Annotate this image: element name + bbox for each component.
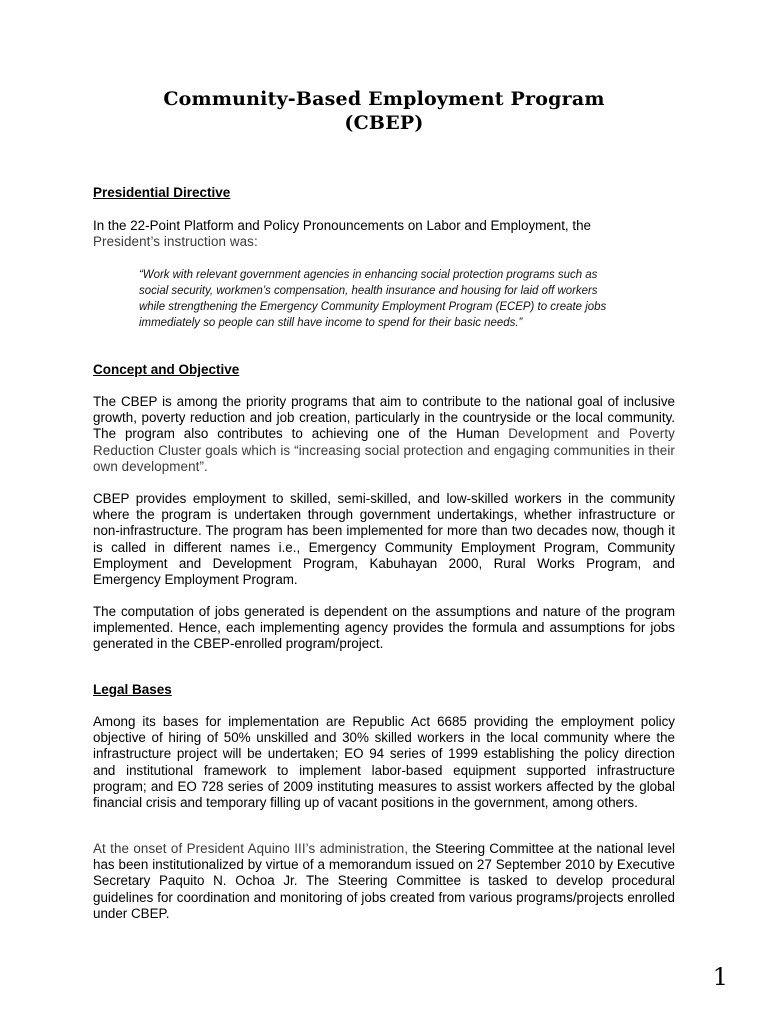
concept-1-part1: The CBEP is among the priority programs that aim to contribute to the national goal of inclusive growth, poverty reduction and job creation, particularly in the countryside or the local community. The program also contributes to achieving one of the Human (93, 394, 675, 442)
paragraph-directive-intro (93, 218, 675, 250)
paragraph-legal-1: Among its bases for implementation are Republic Act 6685 providing the employment policy objective of hiring of 50% unskilled and 30% skilled workers in the local community where the infrastructure project will be undertaken; EO 94 series of 1999 establishing the policy direction and institutional framework to implement labor-based equipment supported infrastructure program; and EO 728 series of 2009 instituting measures to assist workers affected by the global financial crisis and temporary filling up of vacant positions in the government, among others. (93, 714, 675, 811)
paragraph-concept-3: The computation of jobs generated is dependent on the assumptions and nature of the program implemented. Hence, each implementing agency provides the formula and assumptions for jobs generated in the CBEP-enrolled program/project. (93, 604, 675, 652)
paragraph-concept-1 (93, 394, 675, 475)
legal-2-part2: the Steering Committee at the national level has been institutionalized by virtue of a memorandum issued on 27 September 2010 by Executive Secretary Paquito N. Ochoa Jr. The Steering Committee is tasked to develop procedural guidelines for coordination and monitoring of jobs created from various programs/projects enrolled under CBEP. (93, 841, 676, 921)
paragraph-concept-2: CBEP provides employment to skilled, semi-skilled, and low-skilled workers in the community where the program is undertaken through government undertakings, whether infrastructure or non-infrastructure. The program has been implemented for more than two decades now, though it is called in different names i.e., Emergency Community Employment Program, Community Employment and Development Program, Kabuhayan 2000, Rural Works Program, and Emergency Employment Program. (93, 491, 675, 588)
heading-legal-bases: Legal Bases (93, 682, 172, 697)
heading-concept-objective: Concept and Objective (93, 362, 240, 377)
presidential-quote: “Work with relevant government agencies in enhancing social protection programs such as social security, workmen’s compensation, health insurance and housing for laid off workers while strengthening the Emergency Community Employment Program (ECEP) to create jobs immediately so people can still have income to spend for their basic needs.” (139, 267, 607, 329)
page-title-acronym: (CBEP) (344, 112, 424, 134)
concept-1-part2: Development and Poverty Reduction Cluster goals which is “increasing social protection and engaging communities in their own development”. (93, 426, 675, 474)
heading-presidential-directive: Presidential Directive (93, 185, 231, 200)
legal-2-part1: At the onset of President Aquino III’s administration, (93, 841, 409, 856)
paragraph-legal-2 (93, 841, 675, 922)
page-number: 1 (712, 963, 728, 991)
directive-intro-line1: In the 22-Point Platform and Policy Pronouncements on Labor and Employment, the (93, 218, 591, 233)
page-title: Community-Based Employment Program (163, 88, 605, 110)
directive-intro-line2: President’s instruction was: (93, 234, 258, 250)
